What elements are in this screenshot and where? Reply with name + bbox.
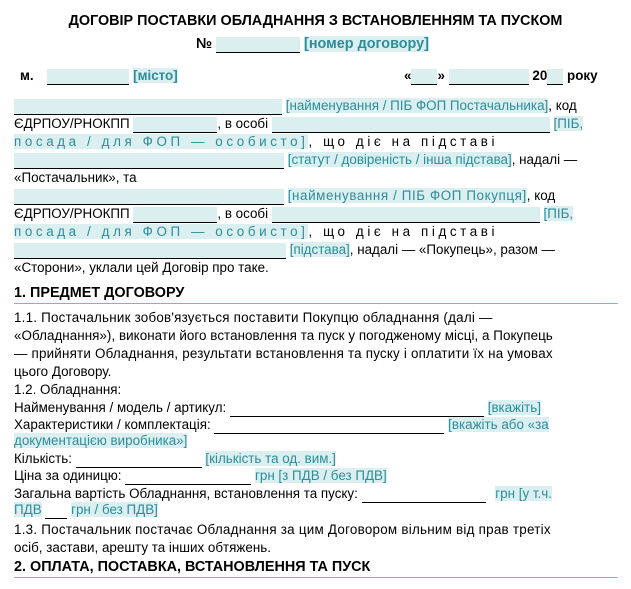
supplier-basis-blank[interactable] xyxy=(14,153,284,169)
city-line xyxy=(20,67,178,85)
year-blank[interactable] xyxy=(547,69,563,85)
equipment-name-label: Найменування / модель / артикул: xyxy=(14,400,227,415)
characteristics-label: Характеристики / комплектація: xyxy=(14,417,211,432)
supplier-name-line xyxy=(14,97,577,115)
buyer-code-label: , код xyxy=(526,188,556,203)
buyer-name-line xyxy=(14,187,555,205)
date-quote-open: « xyxy=(404,68,412,83)
equipment-name-line xyxy=(14,399,541,417)
buyer-person-placeholder[interactable]: [ПІБ, xyxy=(543,206,574,221)
buyer-basis-blank[interactable] xyxy=(14,243,286,259)
clause-1-3-line2: осіб, застави, арешту та інших обтяжень. xyxy=(14,540,271,555)
supplier-position-line xyxy=(14,133,498,151)
vat-label[interactable]: ПДВ xyxy=(14,502,42,517)
supplier-hereinafter: , надалі — xyxy=(511,152,578,167)
date-quote-close: » xyxy=(437,68,445,83)
section2-divider xyxy=(14,577,618,578)
quantity-label: Кількість: xyxy=(14,451,72,466)
supplier-name-blank[interactable] xyxy=(14,99,282,115)
quantity-placeholder[interactable]: [кількість та од. вим.] xyxy=(205,451,336,466)
supplier-basis-line xyxy=(14,151,577,169)
parties-closing: «Сторони», уклали цей Договір про таке. xyxy=(14,260,269,275)
month-blank[interactable] xyxy=(449,69,529,85)
city-prefix: м. xyxy=(20,68,34,83)
contract-number-line xyxy=(196,35,429,53)
unit-price-blank[interactable] xyxy=(125,469,251,485)
year-suffix: року xyxy=(567,68,598,83)
characteristics-placeholder-a[interactable]: [вкажіть або «за xyxy=(448,417,549,432)
section2-heading: 2. ОПЛАТА, ПОСТАВКА, ВСТАНОВЛЕННЯ ТА ПУСК xyxy=(14,559,371,575)
year-prefix: 20 xyxy=(532,68,548,83)
supplier-position-placeholder[interactable]: посада / для ФОП — особисто] xyxy=(14,134,309,149)
buyer-hereinafter: , надалі — «Покупець», разом — xyxy=(349,242,555,257)
quantity-line xyxy=(14,450,336,468)
buyer-person-blank[interactable] xyxy=(272,207,540,223)
buyer-name-placeholder[interactable]: [найменування / ПІБ ФОП Покупця] xyxy=(287,188,527,203)
unit-price-line xyxy=(14,467,387,485)
buyer-name-blank[interactable] xyxy=(14,189,284,205)
in-person-label: , в особі xyxy=(217,116,269,131)
clause-1-1-line1: 1.1. Постачальник зобов'язується поставити Покупцю обладнання (далі — xyxy=(14,310,493,325)
total-cost-blank[interactable] xyxy=(362,487,486,503)
buyer-basis-line xyxy=(14,241,555,259)
unit-price-label: Ціна за одиницю: xyxy=(14,468,122,483)
total-cost-placeholder[interactable]: грн [у т.ч. xyxy=(495,486,552,501)
equipment-name-placeholder[interactable]: [вкажіть] xyxy=(487,400,541,415)
characteristics-blank[interactable] xyxy=(214,418,444,434)
vat-placeholder[interactable]: грн / без ПДВ] xyxy=(71,502,158,517)
code-label: ЄДРПОУ/РНОКПП xyxy=(14,116,130,131)
characteristics-line2 xyxy=(14,432,187,450)
supplier-basis-placeholder[interactable]: [статут / довіреність / інша підстава] xyxy=(287,152,512,167)
buyer-code-line xyxy=(14,205,573,223)
code-label-buyer: ЄДРПОУ/РНОКПП xyxy=(14,206,130,221)
number-prefix: № xyxy=(196,36,213,52)
city-placeholder[interactable]: [місто] xyxy=(133,68,178,83)
unit-price-placeholder[interactable]: грн [з ПДВ / без ПДВ] xyxy=(254,468,387,483)
acting-basis-label-buyer: , що діє на підставі xyxy=(308,224,499,239)
quantity-blank[interactable] xyxy=(76,452,202,468)
clause-1-1-line2: «Обладнання»), виконати його встановлення та пуск у погодженому місці, а Покупець xyxy=(14,328,553,343)
day-blank[interactable] xyxy=(411,69,437,85)
number-placeholder[interactable]: [номер договору] xyxy=(304,36,429,52)
in-person-label-buyer: , в особі xyxy=(217,206,269,221)
vat-line xyxy=(14,501,158,519)
city-blank[interactable] xyxy=(47,69,129,85)
characteristics-placeholder-b[interactable]: документацією виробника»] xyxy=(14,433,188,448)
supplier-code-line xyxy=(14,115,583,133)
supplier-person-blank[interactable] xyxy=(272,117,550,133)
clause-1-2: 1.2. Обладнання: xyxy=(14,382,122,397)
supplier-code-label: , код xyxy=(548,98,577,113)
clause-1-1-line3: — прийняти Обладнання, результати встановлення та пуску і оплатити їх на умовах xyxy=(14,346,553,361)
document-title: ДОГОВІР ПОСТАВКИ ОБЛАДНАННЯ З ВСТАНОВЛЕННЯМ ТА ПУСКОМ xyxy=(68,13,563,29)
supplier-name-placeholder[interactable]: [найменування / ПІБ ФОП Постачальника] xyxy=(285,98,549,113)
clause-1-1-line4: цього Договору. xyxy=(14,364,112,379)
supplier-role: «Постачальник», та xyxy=(14,170,137,185)
supplier-person-placeholder[interactable]: [ПІБ, xyxy=(553,116,584,131)
section1-heading: 1. ПРЕДМЕТ ДОГОВОРУ xyxy=(14,285,185,301)
total-cost-label: Загальна вартість Обладнання, встановлення та пуску: xyxy=(14,486,358,501)
vat-blank[interactable] xyxy=(45,503,67,519)
number-blank[interactable] xyxy=(216,37,300,53)
acting-basis-label: , що діє на підставі xyxy=(308,134,499,149)
date-line xyxy=(404,67,598,85)
buyer-basis-placeholder[interactable]: [підстава] xyxy=(289,242,350,257)
buyer-position-line xyxy=(14,223,498,241)
buyer-code-blank[interactable] xyxy=(133,207,217,223)
clause-1-3-line1: 1.3. Постачальник постачає Обладнання за цим Договором вільним від прав третіх xyxy=(14,522,551,537)
section1-divider xyxy=(14,303,618,304)
equipment-name-blank[interactable] xyxy=(230,401,484,417)
buyer-position-placeholder[interactable]: посада / для ФОП — особисто] xyxy=(14,224,309,239)
supplier-code-blank[interactable] xyxy=(133,117,217,133)
